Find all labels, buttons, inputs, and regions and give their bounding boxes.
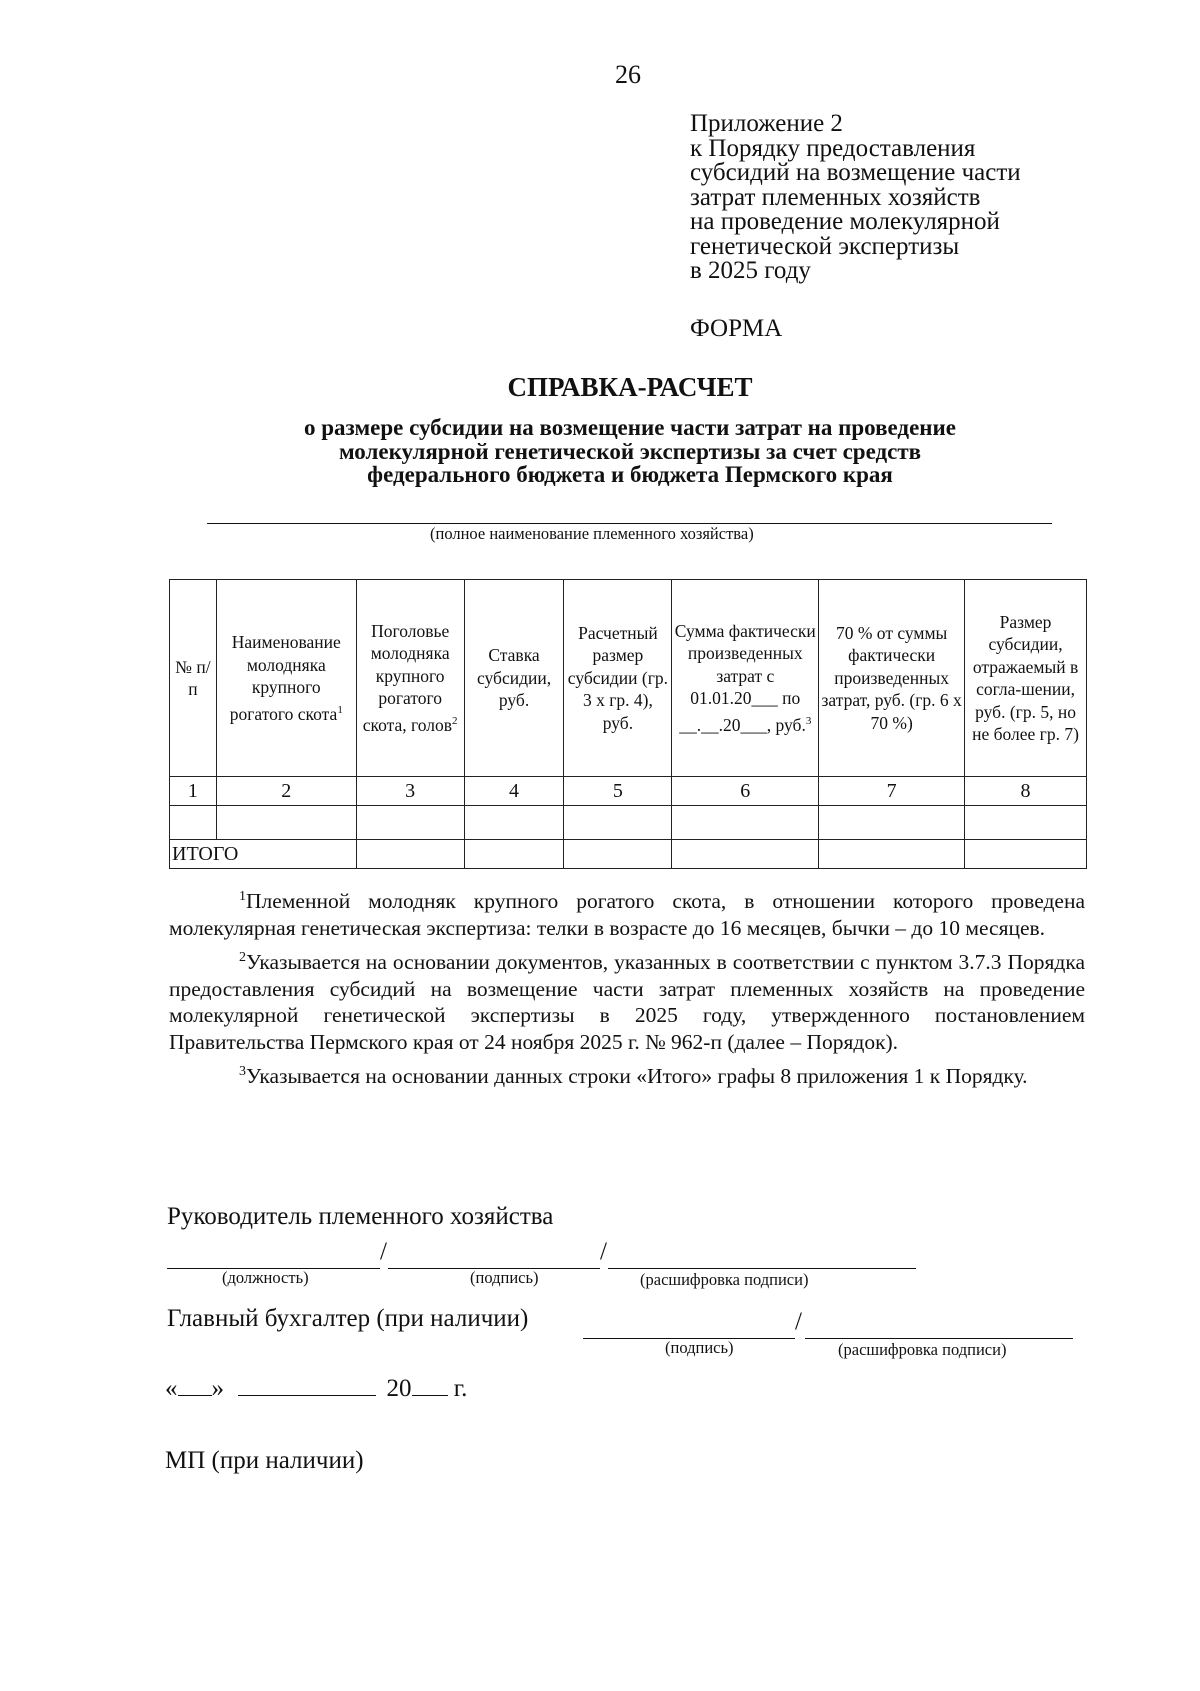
separator: / — [600, 1238, 607, 1265]
footnote-mark: 1 — [239, 889, 246, 904]
appendix-line: на проведение молекулярной — [690, 208, 1000, 235]
decoding-caption: (расшифровка подписи) — [640, 1270, 809, 1289]
footnote-mark: 2 — [239, 950, 246, 966]
column-number: 5 — [564, 777, 672, 806]
column-number-row — [170, 777, 1087, 806]
subtitle-line: молекулярной генетической экспертизы за счет средств — [338, 438, 922, 464]
accountant-label: Главный бухгалтер (при наличии) — [167, 1305, 529, 1332]
appendix-line: в 2025 году — [690, 257, 811, 284]
table-header-row — [170, 580, 1087, 777]
column-number: 6 — [672, 777, 819, 806]
footnote — [169, 945, 1085, 1055]
table-cell[interactable] — [356, 840, 464, 869]
day-field[interactable] — [178, 1395, 212, 1396]
head-label: Руководитель племенного хозяйства — [167, 1203, 554, 1230]
column-header — [965, 580, 1087, 777]
separator: / — [380, 1238, 387, 1265]
signature-caption: (подпись) — [665, 1338, 734, 1357]
footnote-text: Указывается на основании документов, указанных в соответствии с пунктом 3.7.3 Порядка предоставления субсидий на возмещение части затрат племенных хозяйств на проведение молекулярной генетической экспертизы в 2025 году, утвержденного постановлением Правительства Пермского края от 24 ноября 2025 г. № 962-п (далее – Порядок). — [169, 950, 1085, 1054]
table-cell[interactable] — [965, 806, 1087, 840]
separator: / — [795, 1308, 802, 1335]
total-label: ИТОГО — [170, 840, 357, 869]
column-header-text: Ставка субсидии, руб. — [476, 645, 552, 711]
table-cell[interactable] — [965, 840, 1087, 869]
document-title: СПРАВКА-РАСЧЕТ — [507, 372, 753, 402]
column-header-text: 70 % от суммы фактически произведенных затрат, руб. (гр. 6 х 70 %) — [821, 622, 962, 733]
footnote — [169, 1059, 1085, 1090]
accountant-decoding-field[interactable] — [805, 1338, 1073, 1339]
year-suffix: г. — [453, 1375, 468, 1402]
column-header-text: Сумма фактически произведенных затрат с 01.01.20___ по __.__.20___, руб. — [674, 620, 816, 735]
column-header — [216, 580, 356, 777]
date-quote: » — [211, 1375, 224, 1402]
appendix-line: затрат племенных хозяйств — [690, 183, 981, 211]
calculation-table — [169, 579, 1087, 869]
table-cell[interactable] — [564, 840, 672, 869]
column-header — [819, 580, 965, 777]
footnote-mark: 2 — [452, 714, 458, 727]
appendix-line: генетической экспертизы — [690, 232, 960, 260]
appendix-line: к Порядку предоставления — [690, 134, 976, 162]
table-row — [170, 806, 1087, 840]
signature-caption: (подпись) — [470, 1268, 539, 1287]
table-cell[interactable] — [564, 806, 672, 840]
date-line — [165, 1375, 467, 1403]
footnote-mark: 3 — [805, 714, 812, 727]
table-cell[interactable] — [216, 806, 356, 840]
table-cell[interactable] — [356, 806, 464, 840]
subtitle-line: о размере субсидии на возмещение части затрат на проведение — [304, 415, 956, 440]
footnote-mark: 3 — [239, 1064, 246, 1080]
year-prefix: 20 — [386, 1375, 412, 1402]
column-header-text: Расчетный размер субсидии (гр. 3 х гр. 4), руб. — [567, 622, 669, 733]
column-number: 8 — [965, 777, 1087, 806]
year-field[interactable] — [412, 1395, 448, 1396]
appendix-line: субсидий на возмещение части — [690, 159, 1021, 186]
column-number: 1 — [170, 777, 217, 806]
date-quote: « — [165, 1375, 178, 1402]
table-cell[interactable] — [464, 840, 564, 869]
column-number: 2 — [216, 777, 356, 806]
appendix-line: Приложение 2 — [690, 110, 843, 137]
month-field[interactable] — [238, 1395, 376, 1396]
column-header-text: Размер субсидии, отражаемый в согла-шении, руб. (гр. 5, но не более гр. 7) — [972, 611, 1079, 744]
stamp-label: МП (при наличии) — [165, 1447, 364, 1474]
decoding-field[interactable] — [608, 1268, 916, 1269]
footnote-text: Племенной молодняк крупного рогатого скота, в отношении которого проведена молекулярная генетическая экспертиза: телки в возрасте до 16 месяцев, бычки – до 10 месяцев. — [169, 889, 1085, 940]
decoding-caption: (расшифровка подписи) — [838, 1340, 1007, 1359]
appendix-block — [690, 112, 1021, 284]
column-number: 3 — [356, 777, 464, 806]
position-caption: (должность) — [222, 1268, 309, 1287]
column-header — [356, 580, 464, 777]
column-header-text: Поголовье молодняка крупного рогатого скота, голов — [362, 620, 453, 735]
column-header — [170, 580, 217, 777]
footnote-text: Указывается на основании данных строки «Итого» графы 8 приложения 1 к Порядку. — [246, 1064, 1028, 1089]
footnote — [169, 884, 1085, 941]
farm-name-caption: (полное наименование племенного хозяйства) — [430, 524, 754, 543]
document-subtitle — [160, 416, 1100, 487]
footnote-mark: 1 — [337, 703, 343, 716]
footnotes — [169, 884, 1085, 1094]
column-header — [464, 580, 564, 777]
column-number: 7 — [819, 777, 965, 806]
form-label: ФОРМА — [690, 315, 783, 342]
subtitle-line: федерального бюджета и бюджета Пермского края — [367, 462, 893, 487]
column-number: 4 — [464, 777, 564, 806]
table-cell[interactable] — [672, 840, 819, 869]
page-number: 26 — [615, 60, 641, 89]
table-cell[interactable] — [464, 806, 564, 840]
column-header — [564, 580, 672, 777]
total-row — [170, 840, 1087, 869]
table-cell[interactable] — [819, 840, 965, 869]
table-cell[interactable] — [170, 806, 217, 840]
table-cell[interactable] — [819, 806, 965, 840]
column-header-text: Наименование молодняка крупного рогатого скота — [229, 632, 341, 724]
table-cell[interactable] — [672, 806, 819, 840]
column-header-text: № п/п — [175, 656, 211, 699]
column-header — [672, 580, 819, 777]
